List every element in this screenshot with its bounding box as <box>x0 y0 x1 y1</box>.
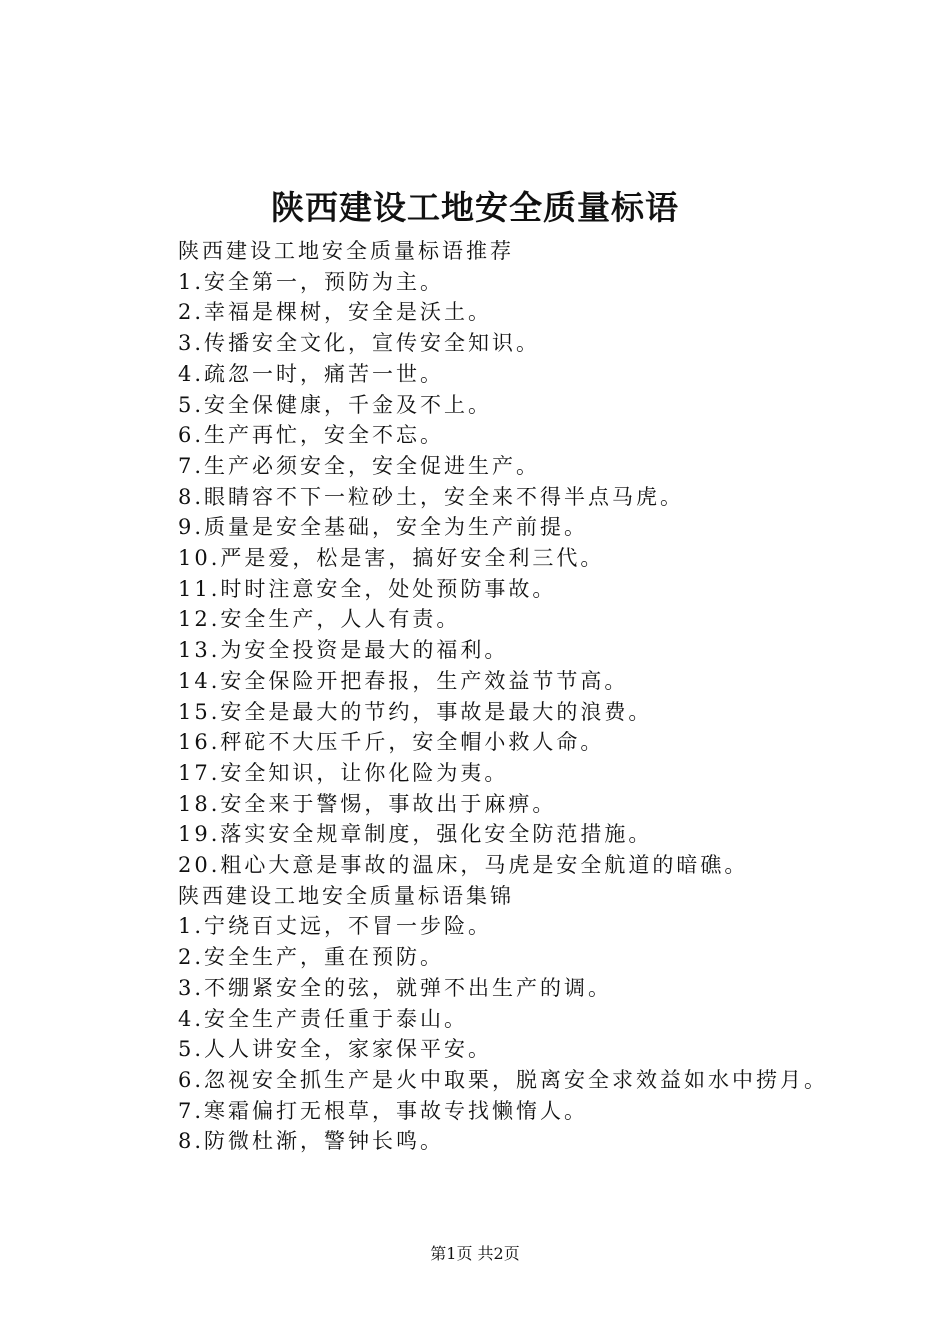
section-heading-recommend: 陕西建设工地安全质量标语推荐 <box>178 239 514 263</box>
slogan-line: 2.幸福是棵树，安全是沃土。 <box>178 300 493 325</box>
slogan-line: 3.不绷紧安全的弦，就弹不出生产的调。 <box>178 975 613 1000</box>
slogan-line: 1.宁绕百丈远，不冒一步险。 <box>178 914 493 939</box>
slogan-line: 6.忽视安全抓生产是火中取栗，脱离安全求效益如水中捞月。 <box>178 1067 829 1092</box>
slogan-line: 6.生产再忙，安全不忘。 <box>178 423 445 448</box>
slogan-line: 8.眼睛容不下一粒砂土，安全来不得半点马虎。 <box>178 484 685 509</box>
slogan-line: 19.落实安全规章制度，强化安全防范措施。 <box>178 822 653 847</box>
document-title: 陕西建设工地安全质量标语 <box>271 188 679 227</box>
slogan-line: 4.疏忽一时，痛苦一世。 <box>178 361 445 386</box>
slogan-line: 7.生产必须安全，安全促进生产。 <box>178 453 541 478</box>
slogan-line: 16.秤砣不大压千斤，安全帽小救人命。 <box>178 730 605 755</box>
slogan-line: 4.安全生产责任重于泰山。 <box>178 1006 469 1031</box>
section-heading-collection: 陕西建设工地安全质量标语集锦 <box>178 883 514 908</box>
slogan-line: 17.安全知识，让你化险为夷。 <box>178 760 509 785</box>
slogan-line: 14.安全保险开把春报，生产效益节节高。 <box>178 668 629 693</box>
slogan-line: 3.传播安全文化，宣传安全知识。 <box>178 331 541 356</box>
slogan-line: 20.粗心大意是事故的温床，马虎是安全航道的暗礁。 <box>178 853 749 878</box>
slogan-line: 7.寒霜偏打无根草，事故专找懒惰人。 <box>178 1098 589 1123</box>
slogan-line: 5.人人讲安全，家家保平安。 <box>178 1037 493 1062</box>
slogan-line: 1.安全第一，预防为主。 <box>178 269 445 294</box>
slogan-line: 11.时时注意安全，处处预防事故。 <box>178 576 557 601</box>
slogan-line: 5.安全保健康，千金及不上。 <box>178 392 493 417</box>
slogan-line: 13.为安全投资是最大的福利。 <box>178 638 509 663</box>
slogan-line: 12.安全生产，人人有责。 <box>178 607 461 632</box>
slogan-line: 18.安全来于警惕，事故出于麻痹。 <box>178 791 557 816</box>
slogan-line: 15.安全是最大的节约，事故是最大的浪费。 <box>178 699 653 724</box>
slogan-line: 10.严是爱，松是害，搞好安全利三代。 <box>178 546 605 571</box>
slogan-line: 8.防微杜渐，警钟长鸣。 <box>178 1129 445 1154</box>
slogan-line: 2.安全生产，重在预防。 <box>178 945 445 970</box>
page-footer: 第1页 共2页 <box>430 1244 520 1263</box>
slogan-line: 9.质量是安全基础，安全为生产前提。 <box>178 515 589 540</box>
document-body <box>131 236 831 1157</box>
